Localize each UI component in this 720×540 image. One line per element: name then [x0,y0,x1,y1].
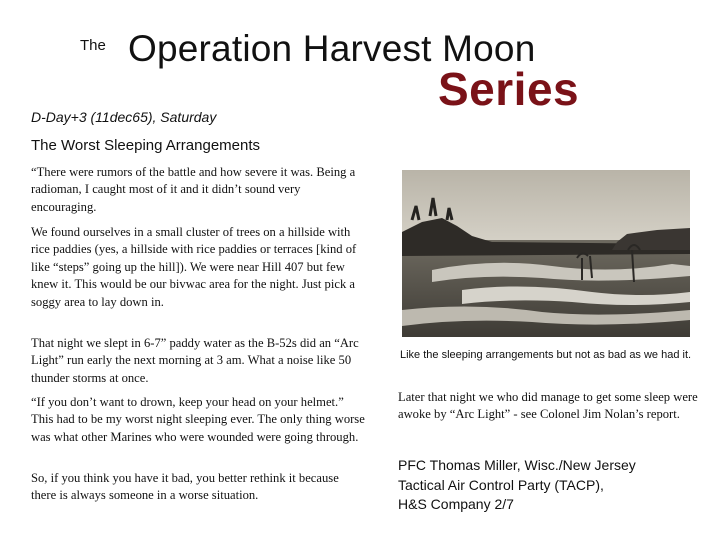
story-paragraph-3: That night we slept in 6-7” paddy water as the B-52s did an “Arc Light” run early the next morning at 3 am. What a noise like 50 thunder storms at once. [31,336,359,385]
page-title: Operation Harvest Moon [128,28,536,69]
title-prefix: The [80,37,106,54]
rice-paddy-photo [402,170,690,337]
rice-paddy-photo-icon [402,170,690,337]
credit-line-3: H&S Company 2/7 [398,496,514,512]
story-paragraph-2: We found ourselves in a small cluster of trees on a hillside with rice paddies (yes, a hillside with rice paddies or terraces [kind of like “steps” going up the hill]). We were near Hill 407 but few knew it. This would be our bivwac area for the night. Just pick a soggy area to lay down in. [31,225,357,309]
story-paragraph-4: “If you don’t want to drown, keep your head on your helmet.” This had to be my worst night sleeping ever. The only thing worse was what other Marines who were wounded were going through. [31,395,365,444]
credit-line-2: Tactical Air Control Party (TACP), [398,476,604,493]
date-subtitle: D-Day+3 (11dec65), Saturday [31,109,217,125]
story-paragraph-1: “There were rumors of the battle and how severe it was. Being a radioman, I caught most of it and it didn’t sound very encouraging. [31,165,356,214]
story-paragraph-5: So, if you think you have it bad, you better rethink it because there is always someone in a worse situation. [31,471,339,503]
series-label: Series [438,63,580,115]
section-heading: The Worst Sleeping Arrangements [31,137,261,154]
arc-light-paragraph: Later that night we who did manage to get some sleep were awoke by “Arc Light” - see Colonel Jim Nolan’s report. [398,390,698,422]
author-credit [398,456,708,515]
credit-line-1: PFC Thomas Miller, Wisc./New Jersey [398,457,636,473]
photo-caption: Like the sleeping arrangements but not as bad as we had it. [400,349,692,361]
